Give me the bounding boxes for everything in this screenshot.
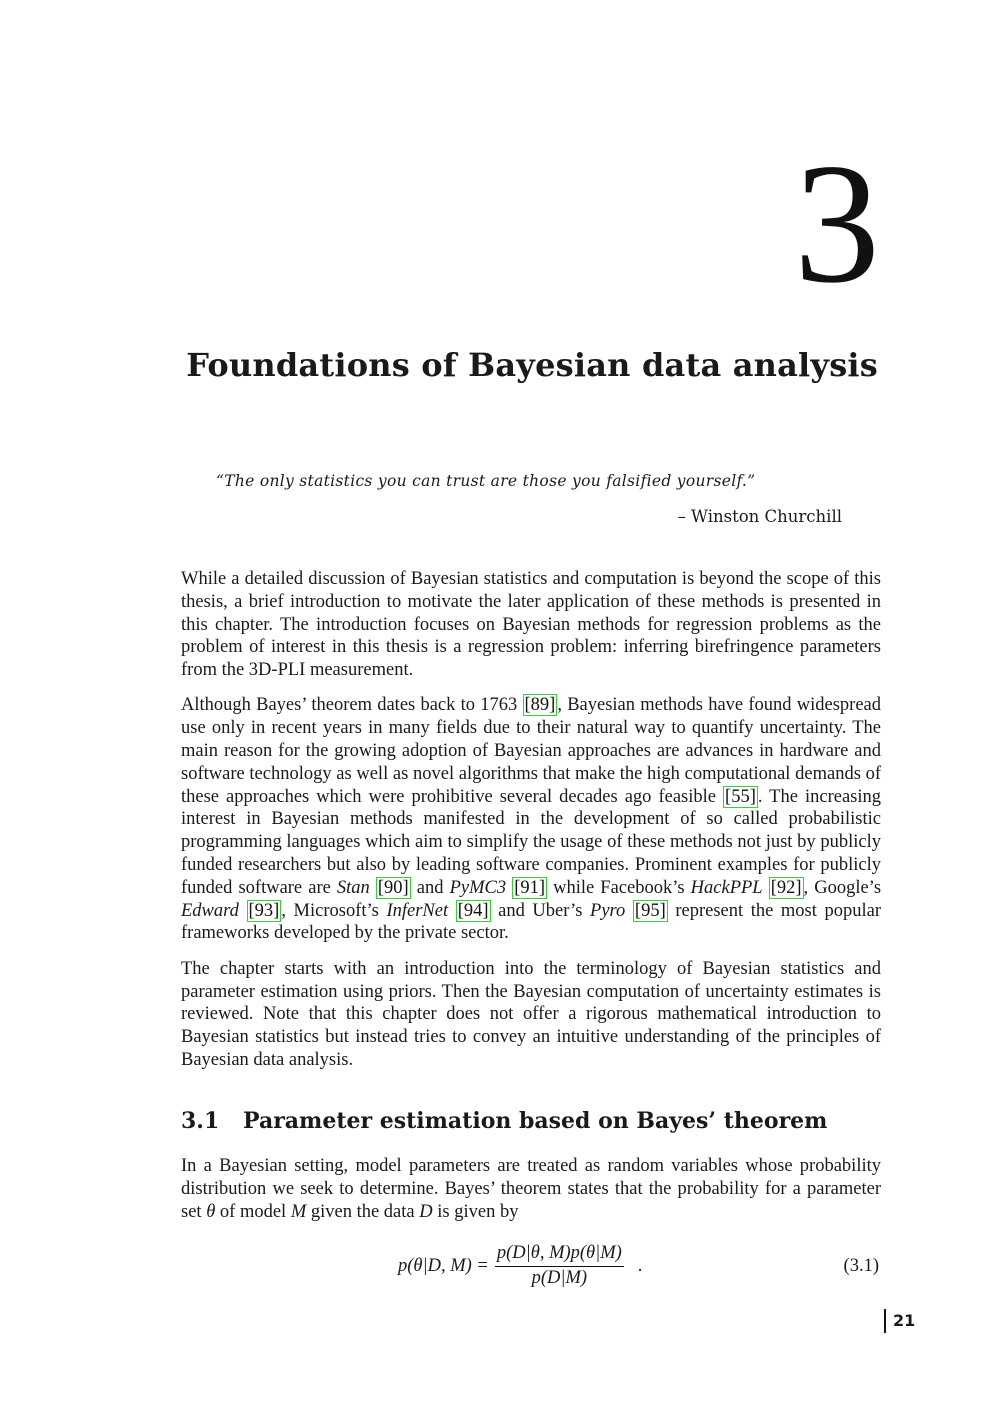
citation-55[interactable]: [55] (725, 786, 756, 807)
epigraph-quote: “The only statistics you can trust are those you falsified yourself.” (216, 472, 756, 490)
equation-number: (3.1) (843, 1256, 879, 1276)
section-body (181, 1155, 881, 1236)
citation-90[interactable]: [90] (377, 877, 409, 898)
section-number: 3.1 (181, 1108, 220, 1134)
intro-body (181, 568, 881, 1084)
citation-94[interactable]: [94] (457, 900, 489, 921)
bayes-equation (398, 1243, 642, 1289)
chapter-title: Foundations of Bayesian data analysis (186, 346, 878, 384)
section-title: Parameter estimation based on Bayes’ theorem (243, 1108, 828, 1134)
equation-numerator: p(D|θ, M)p(θ|M) (495, 1243, 624, 1267)
section-heading (181, 1108, 827, 1134)
software-hackppl: HackPPL (690, 877, 763, 898)
intro-paragraph-3: The chapter starts with an introduction into the terminology of Bayesian statistics and parameter estimation using priors. Then the Bayesian computation of uncertainty estimates is reviewed. Note that this chapter does not offer a rigorous mathematical introduction to Bayesian statistics but instead tries to convey an intuitive understanding of the principles of Bayesian data analysis. (181, 958, 881, 1070)
chapter-number: 3 (794, 129, 880, 319)
software-pyro: Pyro (590, 900, 626, 921)
intro-paragraph-1: While a detailed discussion of Bayesian statistics and computation is beyond the scope of this thesis, a brief introduction to motivate the later application of these methods is presented in this chapter. The introduction focuses on Bayesian methods for regression problems as the problem of interest in this thesis is a regression problem: inferring birefringence parameters from the 3D-PLI measurement. (181, 569, 881, 681)
equation-denominator: p(D|M) (531, 1268, 588, 1288)
equation-lhs: p(θ|D, M) = (398, 1255, 489, 1276)
software-pymc3: PyMC3 (449, 877, 507, 898)
citation-95[interactable]: [95] (634, 900, 666, 921)
software-edward: Edward (181, 900, 239, 921)
citation-89[interactable]: [89] (524, 695, 556, 716)
citation-93[interactable]: [93] (248, 900, 280, 921)
section-paragraph-1: In a Bayesian setting, model parameters are treated as random variables whose probability distribution we seek to determine. Bayes’ theorem states that the probability for a parameter set θ of model M given the data D is given by (181, 1156, 881, 1222)
citation-91[interactable]: [91] (514, 877, 546, 898)
equation-fraction (495, 1243, 624, 1289)
software-infernet: InferNet (386, 900, 449, 921)
page-number: 21 (884, 1309, 915, 1333)
equation-period: . (637, 1255, 643, 1276)
citation-92[interactable]: [92] (770, 877, 802, 898)
software-stan: Stan (336, 877, 370, 898)
epigraph-author: – Winston Churchill (677, 507, 842, 526)
intro-paragraph-2: Although Bayes’ theorem dates back to 1763 [89] , Bayesian methods have found widespread use only in recent years in many fields due to their natural way to quantify uncertainty. The main reason for the growing adoption of Bayesian approaches are advances in hardware and software technology as well as novel algorithms that make the high computational demands of these approaches which were prohibitive several decades ago feasible [55] . The increasing interest in Bayesian methods manifested in the development of so called probabilistic programming languages which aim to simplify the usage of these methods not just by publicly funded researchers but also by leading software companies. Prominent examples for publicly funded software are Stan [90] and PyMC3 [91] while Facebook’s HackPPL [92] , Google’s Edward [93] , Microsoft’s InferNet [94] and Uber’s Pyro [95] represent the most popular frameworks developed by the private sector. (181, 695, 882, 944)
